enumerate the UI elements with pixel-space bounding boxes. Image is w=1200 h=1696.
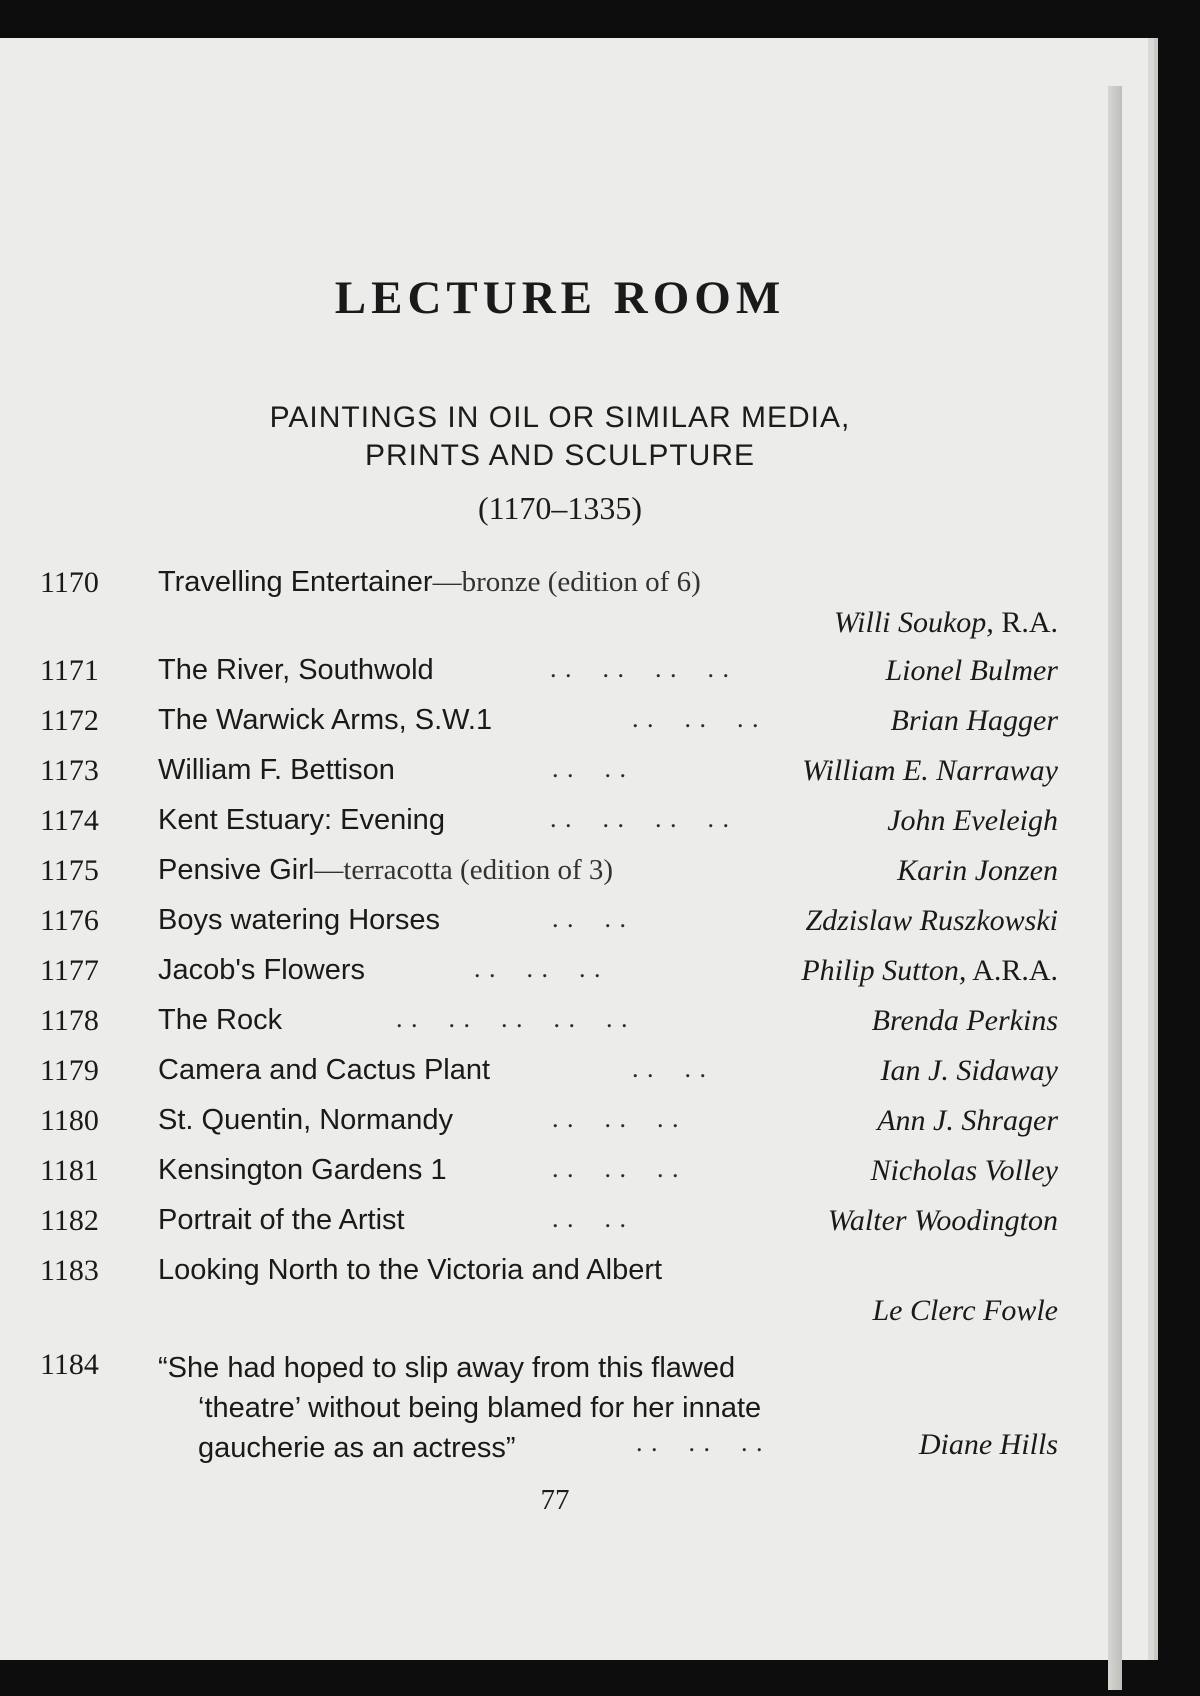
catalogue-page: [0, 38, 1148, 1660]
title-line: “She had hoped to slip away from this flawed: [158, 1352, 736, 1384]
entry-number: 1179: [40, 1054, 99, 1087]
artist-honour: R.A.: [993, 606, 1058, 639]
artist-name: Willi Soukop,: [833, 606, 994, 639]
entry-title: Boys watering Horses: [158, 904, 441, 936]
leader-dots: . . . . . . . .: [550, 654, 730, 683]
leader-dots: . . . . . .: [632, 704, 760, 733]
entry-title: Camera and Cactus Plant: [158, 1054, 491, 1086]
entry-number: 1182: [40, 1204, 99, 1237]
entry-number: 1178: [40, 1004, 99, 1037]
entry-title: St. Quentin, Normandy: [158, 1104, 453, 1136]
entry-artist: Lionel Bulmer: [885, 654, 1058, 687]
entry-number: 1173: [40, 754, 99, 787]
title-line: gaucherie as an actress”: [198, 1432, 516, 1464]
subtitle-line-1: PAINTINGS IN OIL OR SIMILAR MEDIA,: [269, 401, 851, 434]
entry-artist: John Eveleigh: [887, 804, 1058, 837]
entry-title: The River, Southwold: [158, 654, 434, 686]
subtitle-line-2: PRINTS AND SCULPTURE: [364, 439, 756, 472]
entry-artist: Karin Jonzen: [897, 854, 1058, 887]
leader-dots: . . . .: [552, 1204, 627, 1233]
entry-artist: Le Clerc Fowle: [872, 1294, 1058, 1327]
entry-artist: Nicholas Volley: [870, 1154, 1058, 1187]
artist-honour: A.R.A.: [966, 954, 1058, 987]
entry-title: Portrait of the Artist: [158, 1204, 405, 1236]
entry-artist: William E. Narraway: [802, 754, 1058, 787]
entry-title: [158, 566, 701, 599]
entry-number: 1174: [40, 804, 99, 837]
entry-title: [158, 854, 613, 887]
leader-dots: . . . .: [552, 754, 627, 783]
entry-number: 1176: [40, 904, 99, 937]
entry-title: Looking North to the Victoria and Albert: [158, 1254, 663, 1286]
leader-dots: . . . . . .: [552, 1104, 680, 1133]
page-edge: [1108, 86, 1122, 1690]
entry-medium: —bronze (edition of 6): [432, 566, 701, 598]
leader-dots: . . . . . .: [474, 954, 602, 983]
section-subtitle: [0, 399, 1120, 475]
entry-artist: Zdzislaw Ruszkowski: [805, 904, 1058, 937]
entry-title: The Warwick Arms, S.W.1: [158, 704, 493, 736]
room-heading: LECTURE ROOM: [334, 272, 786, 324]
entry-artist: Ian J. Sidaway: [880, 1054, 1058, 1087]
entry-artist: Diane Hills: [918, 1428, 1058, 1461]
entry-artist: Ann J. Shrager: [877, 1104, 1058, 1137]
leader-dots: . . . . . .: [552, 1154, 680, 1183]
leader-dots: . . . .: [632, 1054, 707, 1083]
entry-title: Kent Estuary: Evening: [158, 804, 445, 836]
catalogue-range: (1170–1335): [477, 490, 643, 526]
entry-number: 1170: [40, 566, 99, 599]
page-number: 77: [540, 1484, 570, 1516]
entry-medium: —terracotta (edition of 3): [314, 854, 614, 886]
entry-title: Jacob's Flowers: [158, 954, 365, 986]
entry-title: The Rock: [158, 1004, 283, 1036]
leader-dots: . . . .: [552, 904, 627, 933]
artist-name: Philip Sutton,: [801, 954, 967, 987]
leader-dots: . . . . . . . . . .: [396, 1004, 629, 1033]
entry-number: 1184: [40, 1348, 99, 1381]
entry-artist: Walter Woodington: [827, 1204, 1058, 1237]
entry-title: Kensington Gardens 1: [158, 1154, 447, 1186]
entry-artist: Brenda Perkins: [871, 1004, 1058, 1037]
title-text: Travelling Entertainer: [158, 566, 433, 598]
entry-number: 1177: [40, 954, 99, 987]
leader-dots: . . . . . .: [636, 1428, 764, 1457]
entry-artist: [801, 954, 1058, 988]
entry-number: 1181: [40, 1154, 99, 1187]
title-text: Pensive Girl: [158, 854, 315, 886]
entry-artist: [834, 606, 1058, 640]
entry-number: 1183: [40, 1254, 99, 1287]
entry-number: 1180: [40, 1104, 99, 1137]
entry-number: 1172: [40, 704, 99, 737]
leader-dots: . . . . . . . .: [550, 804, 730, 833]
title-line: ‘theatre’ without being blamed for her innate: [198, 1392, 762, 1424]
entry-number: 1175: [40, 854, 99, 887]
entry-artist: Brian Hagger: [890, 704, 1058, 737]
entry-number: 1171: [40, 654, 99, 687]
entry-title: William F. Bettison: [158, 754, 395, 786]
